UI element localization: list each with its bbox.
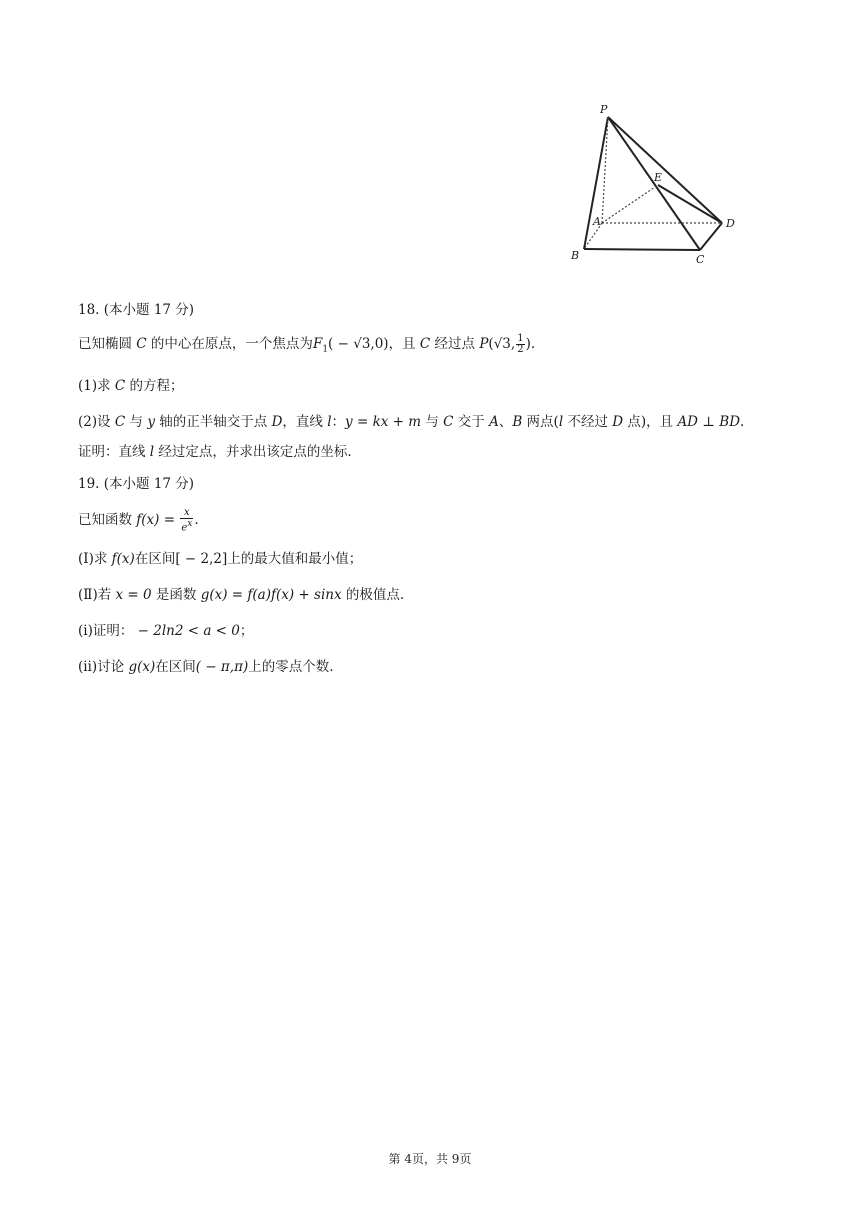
q18-part2-text: 与 [421, 413, 444, 430]
label-e: E [654, 171, 663, 184]
q19-stem-text: 已知函数 [78, 511, 137, 528]
q18-part2 [78, 412, 798, 432]
q19-condition: x = 0 [115, 587, 152, 604]
edge-bc [584, 249, 700, 250]
q18-var-d: D [612, 413, 624, 430]
q18-part2-text: 轴的正半轴交于点 [155, 413, 272, 430]
q19-g-function: g(x) [128, 659, 156, 676]
q18-var-f: F [312, 336, 323, 352]
q18-stem-text: 经过点 [430, 336, 480, 352]
q18-header: 18. (本小题 17 分) [78, 302, 195, 318]
q18-part1-text: (1)求 [78, 377, 115, 394]
q19-part2-text: 是函数 [151, 587, 201, 604]
q18-part2-text: 点)，且 [623, 413, 678, 430]
label-a: A [593, 215, 601, 228]
q18-sqrt: √3 [493, 336, 511, 352]
q19-part1-text: 在区间 [134, 551, 176, 568]
q18-var-y: y [147, 413, 155, 430]
q19-fraction [180, 508, 193, 533]
q18-var-c: C [443, 413, 454, 430]
q18-stem-text: 已知椭圆 [78, 336, 137, 352]
q18-part1 [78, 376, 798, 396]
pyramid-diagram [560, 95, 750, 275]
label-c: C [696, 253, 705, 266]
q19-stem-text: . [194, 511, 199, 528]
q18-part2-text: 与 [125, 413, 148, 430]
page-footer: 第 4页，共 9页 [388, 1152, 472, 1166]
q18-var-c: C [419, 336, 431, 352]
q19-function: f(x) = [136, 511, 180, 528]
q19-part2-text: (Ⅱ)若 [78, 587, 116, 604]
q18-part2-text: 、 [498, 413, 513, 430]
q18-proof-text: 经过定点，并求出该定点的坐标. [154, 443, 352, 460]
q18-part2-text: 两点( [522, 413, 559, 430]
q19-part1-text: (Ⅰ)求 [78, 551, 112, 568]
q18-sqrt: √3 [353, 336, 371, 352]
q18-var-l: l [149, 443, 155, 460]
q19-part1-text: 上的最大值和最小值； [227, 551, 363, 568]
q18-var-c: C [114, 413, 126, 430]
q18-frac-den: 2 [517, 344, 524, 355]
q18-paren: ). [525, 336, 536, 352]
q19-sub2 [78, 657, 798, 677]
q19-sub1-text: (ⅰ)证明： [78, 623, 134, 640]
q19-frac-num: x [180, 508, 193, 519]
q19-frac-base: e [181, 522, 188, 534]
q19-g-function: g(x) = f(a)f(x) + sinx [200, 587, 342, 604]
q18-coords: ,0) [370, 336, 389, 352]
q18-var-l: l [558, 413, 564, 430]
q19-part2-text: 的极值点. [341, 587, 405, 604]
q19-stem [78, 508, 798, 533]
q19-frac-den [180, 519, 193, 533]
q18-part2-text: ，直线 [282, 413, 328, 430]
q18-var-c: C [136, 336, 147, 352]
edge-cd [700, 223, 722, 250]
q18-stem-text: ，且 [388, 336, 420, 352]
q18-part2-text: 不经过 [563, 413, 613, 430]
q18-var-b: B [512, 413, 523, 430]
q18-part2-text: 交于 [453, 413, 490, 430]
q18-part2-text: (2)设 [78, 413, 115, 430]
q18-paren: ( [488, 336, 494, 352]
q19-sub1 [78, 621, 798, 641]
q19-part1 [78, 549, 798, 569]
q19-header: 19. (本小题 17 分) [78, 475, 195, 492]
q19-interval: ( − π,π) [195, 659, 249, 676]
q19-sub2-text: 上的零点个数. [248, 659, 334, 676]
q18-comma: , [510, 336, 516, 352]
q18-part2-text: . [740, 413, 745, 430]
q19-function: f(x) [111, 551, 135, 568]
q19-sub2-text: 在区间 [155, 659, 196, 676]
q18-var-p: P [479, 336, 489, 352]
q18-stem-text: 的中心在原点，一个焦点为 [146, 336, 313, 352]
q18-var-a: A [489, 413, 499, 430]
q19-inequality: − 2ln2 < a < 0 [133, 623, 240, 640]
q18-fraction [516, 334, 524, 355]
q18-perpendicular: AD ⊥ BD [677, 413, 741, 430]
label-b: B [571, 249, 580, 262]
q18-part2-text: ： [331, 413, 346, 430]
label-d: D [726, 217, 735, 230]
q19-sub2-text: (ⅱ)讨论 [78, 659, 129, 676]
question-content [78, 300, 798, 693]
edge-ae-hidden [602, 185, 658, 223]
q18-subscript: 1 [322, 344, 329, 355]
q18-coords: ( − [328, 336, 354, 352]
q18-var-d: D [271, 413, 283, 430]
q18-var-c: C [114, 377, 126, 394]
q18-proof-text: 证明：直线 [78, 443, 150, 460]
q18-frac-num: 1 [517, 333, 524, 344]
q18-stem [78, 334, 798, 360]
q18-line-equation: y = kx + m [345, 413, 422, 430]
q18-part1-text: 的方程； [125, 377, 184, 394]
pyramid-figure [560, 95, 750, 275]
q19-interval: [ − 2,2] [175, 551, 228, 568]
q19-sub1-text: ； [239, 623, 254, 640]
q19-part2 [78, 585, 798, 605]
q18-proof [78, 442, 798, 462]
q19-frac-exp: x [187, 518, 193, 529]
q18-var-l: l [327, 413, 332, 430]
label-p: P [600, 103, 608, 116]
